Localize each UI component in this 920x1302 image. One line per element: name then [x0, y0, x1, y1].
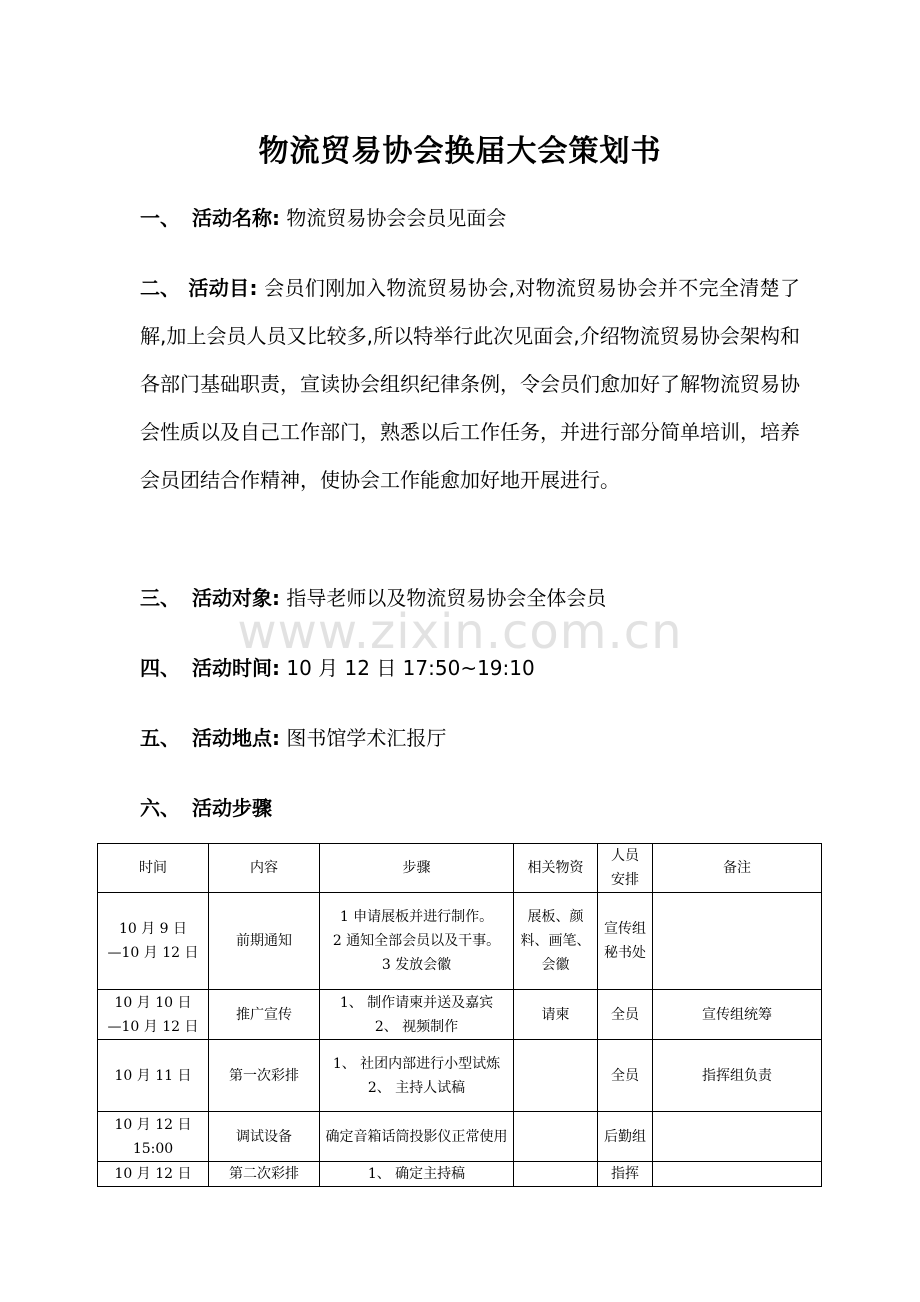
- cell-time: 10 月 11 日: [98, 1040, 209, 1112]
- cell-notes: 宣传组统筹: [653, 990, 822, 1040]
- cell-materials: 请柬: [514, 990, 598, 1040]
- table-row: [98, 1162, 822, 1187]
- table-row: [98, 1112, 822, 1162]
- header-steps: 步骤: [320, 844, 514, 893]
- cell-materials: 展板、颜料、画笔、会徽: [514, 893, 598, 990]
- section-activity-steps: [140, 784, 800, 832]
- section-number: 二、: [140, 276, 180, 300]
- cell-content: 推广宣传: [209, 990, 320, 1040]
- cell-notes: 指挥组负责: [653, 1040, 822, 1112]
- header-notes: 备注: [653, 844, 822, 893]
- table-row: [98, 1040, 822, 1112]
- table-row: [98, 990, 822, 1040]
- cell-materials: [514, 1040, 598, 1112]
- section-value: 物流贸易协会会员见面会: [286, 206, 507, 230]
- cell-staff: 后勤组: [598, 1112, 653, 1162]
- header-staff: 人员 安排: [598, 844, 653, 893]
- cell-notes: [653, 1162, 822, 1187]
- cell-notes: [653, 1112, 822, 1162]
- section-activity-name: [140, 194, 800, 242]
- section-paragraph: 会员们刚加入物流贸易协会,对物流贸易协会并不完全清楚了解,加上会员人员又比较多,所以特举行此次见面会,介绍物流贸易协会架构和各部门基础职责，宣读协会组织纪律条例，令会员们愈加好了解物流贸易协会性质以及自己工作部门，熟悉以后工作任务，并进行部分简单培训，培养会员团结合作精神，使协会工作能愈加好地开展进行。: [140, 276, 801, 492]
- section-number: 四、: [140, 656, 180, 680]
- cell-staff: 全员: [598, 990, 653, 1040]
- cell-time: 10 月 12 日: [98, 1162, 209, 1187]
- cell-materials: [514, 1112, 598, 1162]
- cell-time: 10 月 12 日 15:00: [98, 1112, 209, 1162]
- watermark: www.zixin.com.cn: [237, 604, 683, 660]
- cell-steps: 1、 确定主持稿: [320, 1162, 514, 1187]
- section-number: 一、: [140, 206, 180, 230]
- table-header-row: [98, 844, 822, 893]
- section-label: 活动名称:: [192, 206, 280, 230]
- section-value: 指导老师以及物流贸易协会全体会员: [286, 586, 607, 610]
- section-label: 活动时间:: [192, 656, 280, 680]
- cell-content: 第二次彩排: [209, 1162, 320, 1187]
- section-number: 五、: [140, 726, 180, 750]
- section-value: 10 月 12 日 17:50~19:10: [286, 656, 535, 680]
- section-activity-purpose: [140, 264, 800, 504]
- section-label: 活动地点:: [192, 726, 280, 750]
- section-activity-time: [140, 644, 800, 692]
- schedule-table: [97, 843, 822, 1187]
- section-activity-audience: [140, 574, 800, 622]
- cell-steps: 1、 制作请柬并送及嘉宾 2、 视频制作: [320, 990, 514, 1040]
- cell-staff: 全员: [598, 1040, 653, 1112]
- section-activity-location: [140, 714, 800, 762]
- section-number: 六、: [140, 796, 180, 820]
- section-value: 图书馆学术汇报厅: [286, 726, 447, 750]
- cell-steps: 1、 社团内部进行小型试炼 2、 主持人试稿: [320, 1040, 514, 1112]
- section-number: 三、: [140, 586, 180, 610]
- section-label: 活动步骤: [192, 796, 272, 820]
- page-title: 物流贸易协会换届大会策划书: [258, 134, 662, 169]
- cell-staff: 指挥: [598, 1162, 653, 1187]
- section-label: 活动目:: [188, 276, 258, 300]
- cell-staff: 宣传组 秘书处: [598, 893, 653, 990]
- header-time: 时间: [98, 844, 209, 893]
- cell-content: 调试设备: [209, 1112, 320, 1162]
- cell-steps: 确定音箱话筒投影仪正常使用: [320, 1112, 514, 1162]
- table-row: [98, 893, 822, 990]
- cell-time: 10 月 10 日 —10 月 12 日: [98, 990, 209, 1040]
- cell-content: 前期通知: [209, 893, 320, 990]
- cell-time: 10 月 9 日 —10 月 12 日: [98, 893, 209, 990]
- cell-content: 第一次彩排: [209, 1040, 320, 1112]
- cell-steps: 1 申请展板并进行制作。 2 通知全部会员以及干事。 3 发放会徽: [320, 893, 514, 990]
- cell-notes: [653, 893, 822, 990]
- header-content: 内容: [209, 844, 320, 893]
- section-label: 活动对象:: [192, 586, 280, 610]
- cell-materials: [514, 1162, 598, 1187]
- header-materials: 相关物资: [514, 844, 598, 893]
